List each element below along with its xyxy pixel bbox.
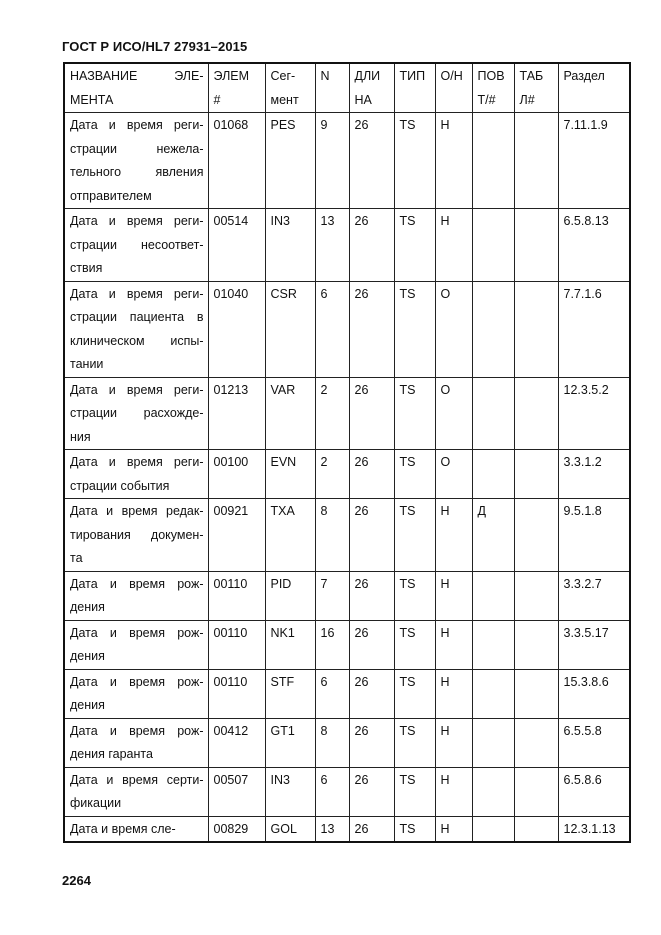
cell-type: TS bbox=[394, 669, 435, 718]
cell-element-name bbox=[64, 718, 208, 767]
table-row bbox=[64, 450, 630, 499]
header-line: НА bbox=[354, 92, 372, 107]
table-row bbox=[64, 767, 630, 816]
cell-element-number: 01068 bbox=[208, 113, 265, 209]
header-line: Раздел bbox=[563, 69, 605, 83]
table-row bbox=[64, 209, 630, 282]
element-name-line: ствия bbox=[70, 261, 103, 275]
element-name-line: Дата и время сле- bbox=[70, 821, 176, 836]
cell-repeat bbox=[472, 767, 514, 816]
cell-type: TS bbox=[394, 718, 435, 767]
cell-optionality: Н bbox=[435, 718, 472, 767]
table-row bbox=[64, 113, 630, 209]
cell-section: 7.11.1.9 bbox=[558, 113, 630, 209]
cell-optionality: Н bbox=[435, 113, 472, 209]
element-name-line: тании bbox=[70, 357, 104, 371]
cell-type: TS bbox=[394, 767, 435, 816]
cell-segment: STF bbox=[265, 669, 315, 718]
element-name-line: Дата и время реги- bbox=[70, 118, 204, 132]
document-header: ГОСТ Р ИСО/HL7 27931–2015 bbox=[62, 39, 248, 54]
cell-n: 2 bbox=[315, 377, 349, 450]
cell-segment: TXA bbox=[265, 499, 315, 572]
cell-n: 9 bbox=[315, 113, 349, 209]
cell-repeat bbox=[472, 816, 514, 842]
cell-length: 26 bbox=[349, 669, 394, 718]
cell-n: 6 bbox=[315, 767, 349, 816]
col-header-type bbox=[394, 63, 435, 113]
cell-section: 3.3.2.7 bbox=[558, 571, 630, 620]
element-name-line: дения bbox=[70, 600, 105, 614]
cell-section: 12.3.5.2 bbox=[558, 377, 630, 450]
element-name-line: Дата и время рож- bbox=[70, 674, 204, 689]
cell-length: 26 bbox=[349, 281, 394, 377]
cell-element-name bbox=[64, 499, 208, 572]
cell-n: 13 bbox=[315, 209, 349, 282]
cell-table bbox=[514, 571, 558, 620]
element-name-line: страции пациента в bbox=[70, 310, 204, 324]
table-row bbox=[64, 620, 630, 669]
cell-element-name bbox=[64, 669, 208, 718]
cell-optionality: Н bbox=[435, 669, 472, 718]
cell-repeat bbox=[472, 669, 514, 718]
element-name-line: та bbox=[70, 551, 83, 565]
cell-n: 8 bbox=[315, 499, 349, 572]
cell-element-name bbox=[64, 281, 208, 377]
col-header-length bbox=[349, 63, 394, 113]
header-line: ЭЛЕМ bbox=[213, 69, 250, 83]
col-header-table bbox=[514, 63, 558, 113]
cell-repeat bbox=[472, 718, 514, 767]
element-name-line: Дата и время реги- bbox=[70, 214, 204, 228]
cell-length: 26 bbox=[349, 767, 394, 816]
col-header-repeat bbox=[472, 63, 514, 113]
cell-element-number: 00829 bbox=[208, 816, 265, 842]
cell-length: 26 bbox=[349, 499, 394, 572]
header-line: НАЗВАНИЕ ЭЛЕ- bbox=[70, 69, 204, 83]
element-name-line: Дата и время серти- bbox=[70, 772, 204, 787]
cell-repeat bbox=[472, 113, 514, 209]
header-line: Сег- bbox=[270, 69, 296, 83]
cell-segment: GT1 bbox=[265, 718, 315, 767]
cell-element-number: 00514 bbox=[208, 209, 265, 282]
cell-table bbox=[514, 113, 558, 209]
col-header-element-name bbox=[64, 63, 208, 113]
cell-optionality: Н bbox=[435, 499, 472, 572]
table-row bbox=[64, 669, 630, 718]
cell-length: 26 bbox=[349, 816, 394, 842]
element-name-line: отправителем bbox=[70, 188, 152, 203]
cell-length: 26 bbox=[349, 209, 394, 282]
cell-table bbox=[514, 816, 558, 842]
cell-repeat: Д bbox=[472, 499, 514, 572]
cell-element-name bbox=[64, 767, 208, 816]
cell-element-name bbox=[64, 113, 208, 209]
cell-element-name bbox=[64, 377, 208, 450]
cell-element-number: 00412 bbox=[208, 718, 265, 767]
element-name-line: Дата и время редак- bbox=[70, 504, 204, 518]
col-header-optionality bbox=[435, 63, 472, 113]
element-name-line: Дата и время рож- bbox=[70, 576, 204, 591]
cell-n: 6 bbox=[315, 669, 349, 718]
cell-length: 26 bbox=[349, 377, 394, 450]
element-name-line: Дата и время рож- bbox=[70, 723, 204, 738]
header-line: ТИП bbox=[399, 69, 426, 83]
col-header-element-number bbox=[208, 63, 265, 113]
cell-length: 26 bbox=[349, 620, 394, 669]
col-header-segment bbox=[265, 63, 315, 113]
cell-table bbox=[514, 281, 558, 377]
cell-table bbox=[514, 377, 558, 450]
cell-element-name bbox=[64, 816, 208, 842]
header-line: МЕНТА bbox=[70, 92, 114, 107]
cell-segment: IN3 bbox=[265, 209, 315, 282]
cell-optionality: Н bbox=[435, 620, 472, 669]
element-name-line: дения bbox=[70, 698, 105, 712]
element-name-line: страции несоответ- bbox=[70, 237, 204, 252]
element-name-line: Дата и время рож- bbox=[70, 625, 204, 640]
cell-repeat bbox=[472, 209, 514, 282]
cell-n: 6 bbox=[315, 281, 349, 377]
cell-repeat bbox=[472, 377, 514, 450]
cell-length: 26 bbox=[349, 718, 394, 767]
header-line: Л# bbox=[519, 92, 535, 107]
cell-table bbox=[514, 499, 558, 572]
cell-optionality: Н bbox=[435, 209, 472, 282]
cell-segment: PID bbox=[265, 571, 315, 620]
header-line: # bbox=[213, 92, 221, 107]
table-row bbox=[64, 816, 630, 842]
element-table bbox=[63, 62, 631, 843]
cell-section: 6.5.8.13 bbox=[558, 209, 630, 282]
cell-type: TS bbox=[394, 113, 435, 209]
table-row bbox=[64, 499, 630, 572]
cell-element-number: 01213 bbox=[208, 377, 265, 450]
cell-length: 26 bbox=[349, 113, 394, 209]
header-line: N bbox=[320, 69, 330, 83]
cell-type: TS bbox=[394, 377, 435, 450]
cell-table bbox=[514, 718, 558, 767]
element-name-line: Дата и время реги- bbox=[70, 286, 204, 301]
cell-repeat bbox=[472, 450, 514, 499]
cell-type: TS bbox=[394, 620, 435, 669]
cell-type: TS bbox=[394, 499, 435, 572]
cell-optionality: Н bbox=[435, 816, 472, 842]
element-name-line: дения гаранта bbox=[70, 747, 153, 761]
element-name-line: страции события bbox=[70, 478, 170, 493]
element-name-line: Дата и время реги- bbox=[70, 455, 204, 469]
col-header-section bbox=[558, 63, 630, 113]
cell-element-name bbox=[64, 209, 208, 282]
cell-repeat bbox=[472, 620, 514, 669]
cell-element-number: 00100 bbox=[208, 450, 265, 499]
cell-element-name bbox=[64, 450, 208, 499]
cell-segment: VAR bbox=[265, 377, 315, 450]
cell-optionality: О bbox=[435, 281, 472, 377]
page-number: 2264 bbox=[62, 873, 91, 888]
cell-segment: IN3 bbox=[265, 767, 315, 816]
cell-n: 7 bbox=[315, 571, 349, 620]
cell-segment: EVN bbox=[265, 450, 315, 499]
header-line: ПОВ bbox=[477, 69, 505, 83]
cell-section: 12.3.1.13 bbox=[558, 816, 630, 842]
cell-segment: GOL bbox=[265, 816, 315, 842]
element-name-line: фикации bbox=[70, 796, 122, 810]
cell-section: 6.5.8.6 bbox=[558, 767, 630, 816]
cell-optionality: О bbox=[435, 450, 472, 499]
cell-length: 26 bbox=[349, 571, 394, 620]
cell-repeat bbox=[472, 281, 514, 377]
cell-segment: CSR bbox=[265, 281, 315, 377]
table-row bbox=[64, 571, 630, 620]
element-name-line: ния bbox=[70, 429, 91, 444]
table-row bbox=[64, 377, 630, 450]
cell-element-number: 01040 bbox=[208, 281, 265, 377]
cell-section: 3.3.1.2 bbox=[558, 450, 630, 499]
cell-element-number: 00110 bbox=[208, 669, 265, 718]
cell-type: TS bbox=[394, 450, 435, 499]
cell-section: 15.3.8.6 bbox=[558, 669, 630, 718]
cell-repeat bbox=[472, 571, 514, 620]
cell-section: 7.7.1.6 bbox=[558, 281, 630, 377]
cell-n: 16 bbox=[315, 620, 349, 669]
cell-optionality: О bbox=[435, 377, 472, 450]
cell-table bbox=[514, 209, 558, 282]
cell-n: 8 bbox=[315, 718, 349, 767]
header-line: Т/# bbox=[477, 92, 496, 107]
cell-segment: PES bbox=[265, 113, 315, 209]
cell-section: 3.3.5.17 bbox=[558, 620, 630, 669]
table-body bbox=[64, 113, 630, 843]
cell-table bbox=[514, 450, 558, 499]
cell-table bbox=[514, 669, 558, 718]
cell-type: TS bbox=[394, 281, 435, 377]
cell-element-number: 00110 bbox=[208, 620, 265, 669]
header-line: мент bbox=[270, 92, 299, 107]
cell-section: 9.5.1.8 bbox=[558, 499, 630, 572]
table-header bbox=[64, 63, 630, 113]
cell-type: TS bbox=[394, 571, 435, 620]
cell-n: 2 bbox=[315, 450, 349, 499]
cell-element-name bbox=[64, 571, 208, 620]
table-row bbox=[64, 718, 630, 767]
cell-element-number: 00921 bbox=[208, 499, 265, 572]
cell-element-name bbox=[64, 620, 208, 669]
header-line: ТАБ bbox=[519, 69, 544, 83]
cell-element-number: 00110 bbox=[208, 571, 265, 620]
cell-type: TS bbox=[394, 209, 435, 282]
table-row bbox=[64, 281, 630, 377]
header-line: О/Н bbox=[440, 69, 463, 83]
cell-type: TS bbox=[394, 816, 435, 842]
cell-n: 13 bbox=[315, 816, 349, 842]
header-line: ДЛИ bbox=[354, 69, 381, 83]
cell-optionality: Н bbox=[435, 767, 472, 816]
cell-optionality: Н bbox=[435, 571, 472, 620]
element-name-line: страции нежела- bbox=[70, 141, 204, 156]
header-row bbox=[64, 63, 630, 113]
element-name-line: тирования докумен- bbox=[70, 527, 204, 542]
col-header-n bbox=[315, 63, 349, 113]
element-name-line: дения bbox=[70, 649, 105, 663]
cell-segment: NK1 bbox=[265, 620, 315, 669]
cell-table bbox=[514, 767, 558, 816]
cell-section: 6.5.5.8 bbox=[558, 718, 630, 767]
cell-element-number: 00507 bbox=[208, 767, 265, 816]
cell-table bbox=[514, 620, 558, 669]
element-name-line: Дата и время реги- bbox=[70, 382, 204, 397]
element-name-line: тельного явления bbox=[70, 165, 204, 179]
element-name-line: страции расхожде- bbox=[70, 406, 204, 420]
element-name-line: клиническом испы- bbox=[70, 333, 204, 348]
cell-length: 26 bbox=[349, 450, 394, 499]
